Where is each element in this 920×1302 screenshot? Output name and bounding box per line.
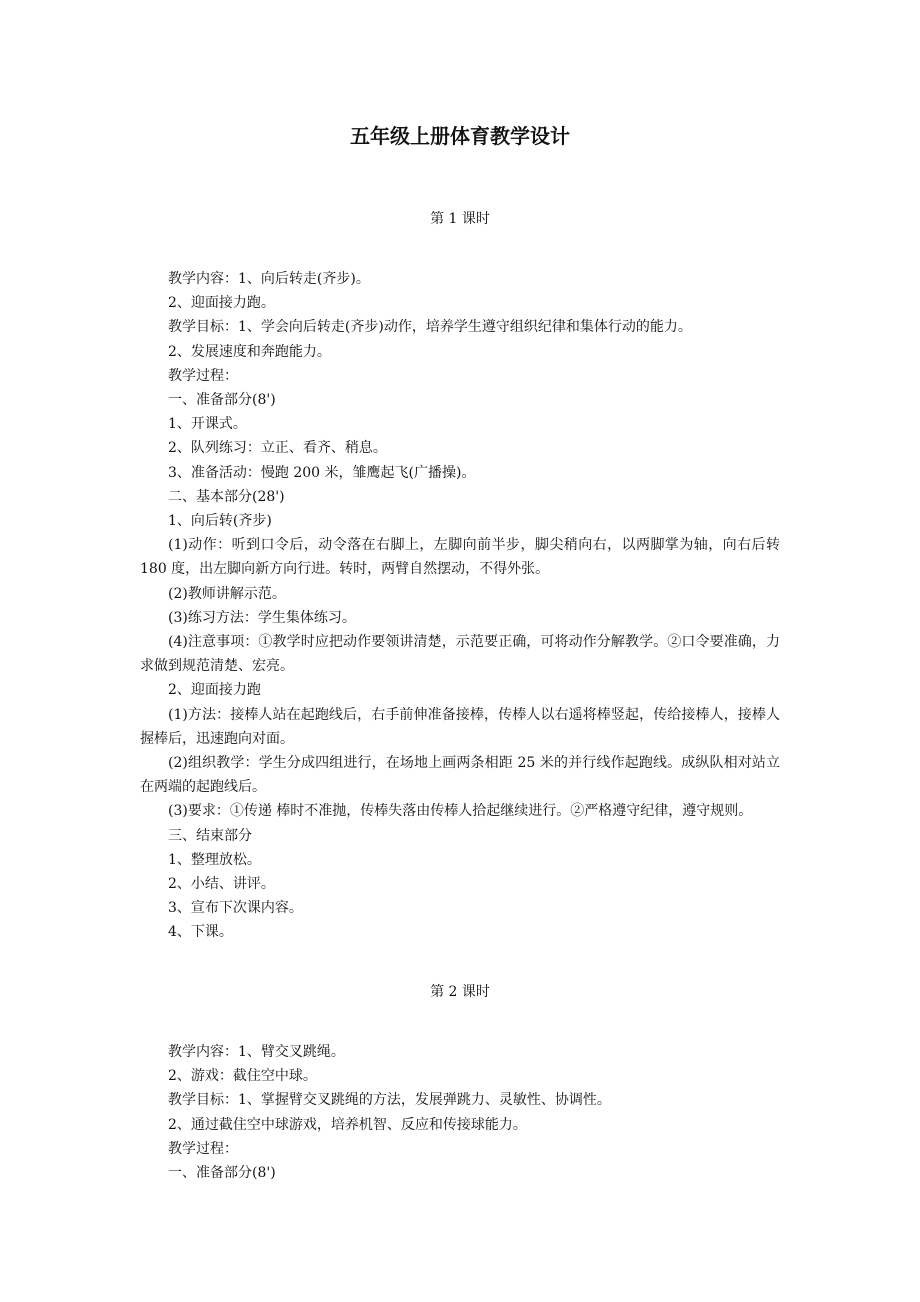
lesson-1-paragraph: 3、宣布下次课内容。 (168, 900, 303, 917)
lesson-1-heading: 第 1 课时 (430, 211, 490, 227)
lesson-1-paragraph: (3)练习方法：学生集体练习。 (168, 609, 356, 626)
lesson-1-paragraph: 一、准备部分(8') (168, 392, 276, 409)
lesson-2-paragraph: 教学目标：1、掌握臂交叉跳绳的方法，发展弹跳力、灵敏性、协调性。 (168, 1092, 611, 1109)
lesson-1-paragraph: 3、准备活动：慢跑 200 米，雏鹰起飞(广播操)。 (168, 464, 476, 481)
lesson-1-paragraph: (1)动作：听到口令后，动令落在右脚上，左脚向前半步，脚尖稍向右，以两脚掌为轴，向右后转 180 度，出左脚向新方向行进。转时，两臂自然摆动，不得外张。 (140, 537, 780, 578)
document-title: 五年级上册体育教学设计 (350, 124, 570, 148)
lesson-1-paragraph: (2)组织教学：学生分成四组进行，在场地上画两条相距 25 米的并行线作起跑线。成纵队相对站立在两端的起跑线后。 (140, 755, 780, 796)
lesson-1-paragraph: 1、向后转(齐步) (168, 513, 272, 530)
lesson-2-paragraph: 一、准备部分(8') (168, 1165, 276, 1182)
lesson-1-paragraph: 三、结束部分 (168, 827, 252, 844)
lesson-1-paragraph: 教学目标：1、学会向后转走(齐步)动作，培养学生遵守组织纪律和集体行动的能力。 (168, 319, 692, 336)
lesson-2-heading: 第 2 课时 (430, 984, 490, 1000)
lesson-1-paragraph: (4)注意事项：①教学时应把动作要领讲清楚，示范要正确，可将动作分解教学。②口令要准确，力求做到规范清楚、宏亮。 (140, 634, 780, 675)
lesson-1-paragraph: 2、迎面接力跑 (168, 682, 261, 699)
lesson-1-paragraph: 1、整理放松。 (168, 851, 261, 868)
lesson-1-paragraph: 2、小结、讲评。 (168, 876, 275, 893)
lesson-2-paragraph: 2、游戏：截住空中球。 (168, 1068, 317, 1085)
lesson-1-paragraph: 教学内容：1、向后转走(齐步)。 (168, 271, 370, 287)
lesson-2-body (140, 1040, 780, 1185)
lesson-2-paragraph: 教学过程： (168, 1140, 238, 1157)
lesson-2-paragraph: 教学内容：1、臂交叉跳绳。 (168, 1044, 345, 1060)
lesson-1-paragraph: (1)方法：接棒人站在起跑线后，右手前伸准备接棒，传棒人以右遥将棒竖起，传给接棒人，接棒人握棒后，迅速跑向对面。 (140, 706, 780, 747)
lesson-1-paragraph: 4、下课。 (168, 924, 233, 941)
lesson-2-section (140, 982, 780, 1185)
lesson-1-paragraph: 二、基本部分(28') (168, 488, 285, 505)
lesson-1-body (140, 267, 780, 945)
lesson-1-paragraph: (2)教师讲解示范。 (168, 585, 286, 602)
lesson-1-paragraph: 2、迎面接力跑。 (168, 295, 275, 312)
lesson-1-section (140, 209, 780, 945)
lesson-1-paragraph: 2、队列练习：立正、看齐、稍息。 (168, 440, 387, 457)
lesson-1-paragraph: 1、开课式。 (168, 416, 247, 433)
lesson-2-paragraph: 2、通过截住空中球游戏，培养机智、反应和传接球能力。 (168, 1116, 527, 1133)
lesson-1-paragraph: 教学过程： (168, 367, 238, 384)
lesson-1-paragraph: 2、发展速度和奔跑能力。 (168, 343, 331, 360)
lesson-1-paragraph: (3)要求：①传递 棒时不准抛，传棒失落由传棒人拾起继续进行。②严格遵守纪律，遵守规则。 (168, 803, 753, 820)
